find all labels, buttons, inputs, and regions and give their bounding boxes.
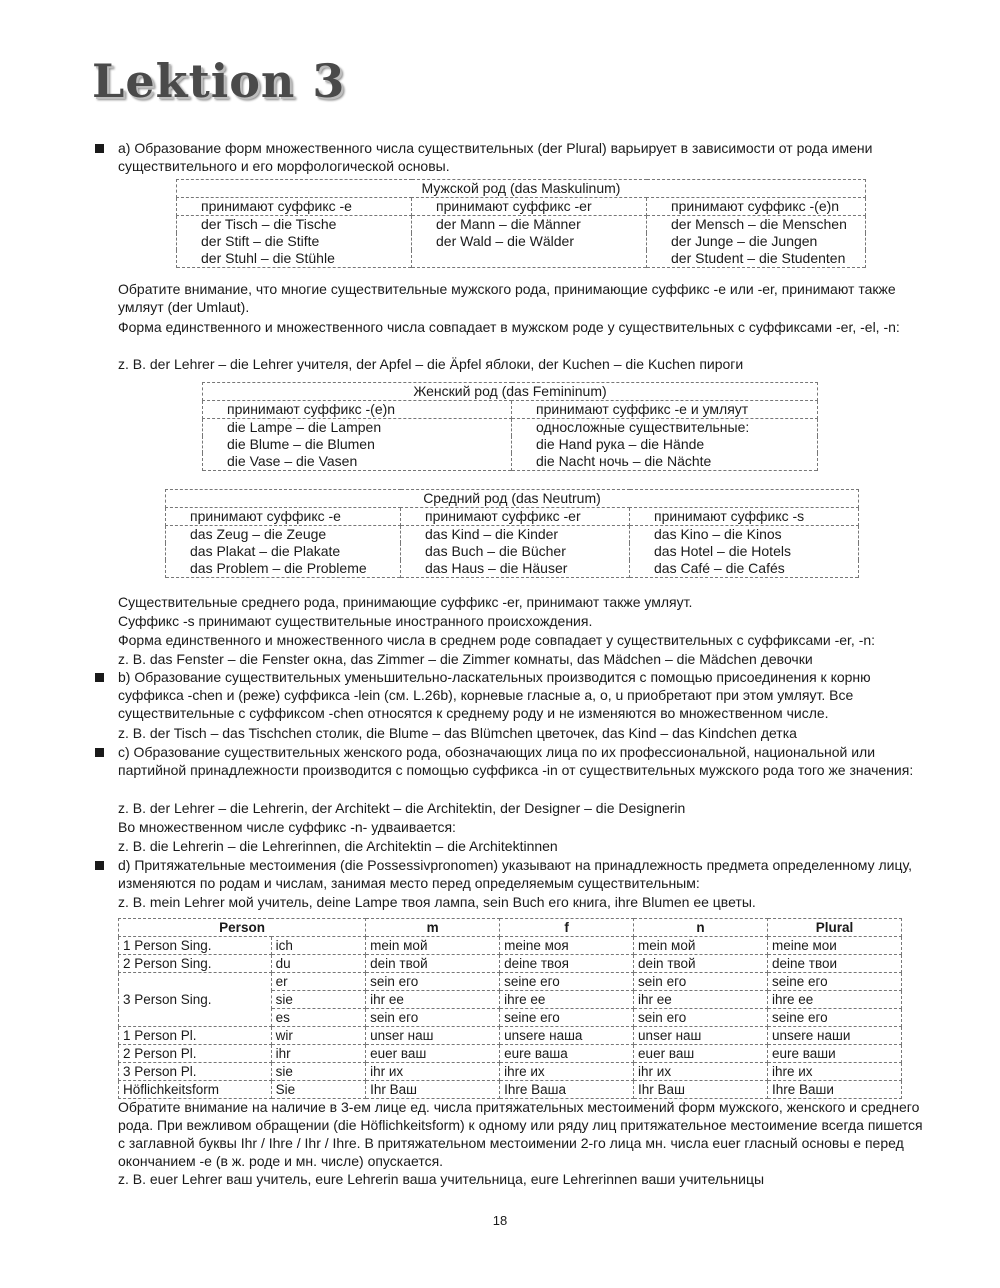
table-cell: unsere наша xyxy=(500,1027,634,1045)
table-cell: meine мои xyxy=(768,937,902,955)
table-cell: eure ваши xyxy=(768,1045,902,1063)
table-row xyxy=(119,1081,902,1099)
table-cell: das Problem – die Probleme xyxy=(166,560,401,578)
table-cell: Ihr Ваш xyxy=(634,1081,768,1099)
table-cell: 3 Person Pl. xyxy=(119,1063,272,1081)
table-cell: das Buch – die Bücher xyxy=(401,543,630,560)
bullet-icon xyxy=(95,748,104,757)
table-header-cell: принимают суффикс -(e)n xyxy=(203,401,512,419)
table-cell: es xyxy=(271,1009,366,1027)
table-cell: ihr ее xyxy=(634,991,768,1009)
neuter-note-same-form: Форма единственного и множественного числа в среднем роде совпадает у существительных с суффиксами -er, -n: xyxy=(118,632,876,648)
table-cell: das Kind – die Kinder xyxy=(401,526,630,544)
table-cell: 1 Person Pl. xyxy=(119,1027,272,1045)
table-cell: das Café – die Cafés xyxy=(630,560,859,578)
feminine-table xyxy=(202,382,818,471)
table-header-cell: m xyxy=(366,919,500,937)
table-header-cell: принимают суффикс -e и умляут xyxy=(512,401,818,419)
section-a-intro: а) Образование форм множественного числа существительных (der Plural) варьирует в зависимости от рода имени существительного и его морфологической основы. xyxy=(118,140,873,174)
table-row xyxy=(119,973,902,991)
table-cell: sie xyxy=(271,1063,366,1081)
table-cell: meine моя xyxy=(500,937,634,955)
table-row xyxy=(119,1045,902,1063)
table-cell: die Blume – die Blumen xyxy=(203,436,512,453)
neuter-example: z. B. das Fenster – die Fenster окна, das Zimmer – die Zimmer комнаты, das Mädchen – die Mädchen девочки xyxy=(118,651,813,667)
table-header-cell: принимают суффикс -(e)n xyxy=(647,198,866,216)
table-cell: 2 Person Sing. xyxy=(119,955,272,973)
table-cell: die Vase – die Vasen xyxy=(203,453,512,471)
table-cell: der Stuhl – die Stühle xyxy=(177,250,412,268)
table-header-cell: Person xyxy=(119,919,366,937)
table-cell: Ihre Ваша xyxy=(500,1081,634,1099)
page-number: 18 xyxy=(492,1213,508,1228)
table-cell: die Nacht ночь – die Nächte xyxy=(512,453,818,471)
masculine-note-same-form: Форма единственного и множественного числа совпадает в мужском роде у существительных с суффиксами -er, -el, -n: xyxy=(118,319,900,335)
table-cell: eure ваша xyxy=(500,1045,634,1063)
neuter-table xyxy=(165,489,859,578)
table-cell: euer ваш xyxy=(634,1045,768,1063)
table-cell: ihre ее xyxy=(768,991,902,1009)
final-example: z. B. euer Lehrer ваш учитель, eure Lehrerin ваша учительница, eure Lehrerinnen ваши учительницы xyxy=(118,1171,765,1187)
table-cell: ihre их xyxy=(768,1063,902,1081)
table-cell: sein его xyxy=(366,1009,500,1027)
table-cell: sein его xyxy=(634,1009,768,1027)
table-row xyxy=(119,1027,902,1045)
neuter-note-umlaut: Существительные среднего рода, принимающие суффикс -er, принимают также умляут. xyxy=(118,594,693,610)
table-cell: mein мой xyxy=(634,937,768,955)
table-cell: wir xyxy=(271,1027,366,1045)
neuter-note-foreign: Суффикс -s принимают существительные иностранного происхождения. xyxy=(118,613,593,629)
section-c-note: Во множественном числе суффикс -n- удваивается: xyxy=(118,819,456,835)
table-cell: ihr xyxy=(271,1045,366,1063)
table-cell: Ihre Ваши xyxy=(768,1081,902,1099)
table-cell: 2 Person Pl. xyxy=(119,1045,272,1063)
table-cell: sein его xyxy=(634,973,768,991)
masculine-table xyxy=(176,179,866,268)
table-cell: Ihr Ваш xyxy=(366,1081,500,1099)
table-cell: das Kino – die Kinos xyxy=(630,526,859,544)
table-cell: der Wald – die Wälder xyxy=(412,233,647,250)
table-cell: er xyxy=(271,973,366,991)
table-cell: dein твой xyxy=(366,955,500,973)
masculine-note-umlaut: Обратите внимание, что многие существительные мужского рода, принимающие суффикс -e или -er, принимают также умляут (der Umlaut). xyxy=(118,281,896,315)
table-cell xyxy=(412,250,647,268)
table-header-cell: принимают суффикс -s xyxy=(630,508,859,526)
table-cell: ihr их xyxy=(366,1063,500,1081)
table-cell: ihr ее xyxy=(366,991,500,1009)
table-cell: der Mann – die Männer xyxy=(412,216,647,234)
table-cell: Höflichkeitsform xyxy=(119,1081,272,1099)
section-c-example-1: z. B. der Lehrer – die Lehrerin, der Architekt – die Architektin, der Designer – die Designerin xyxy=(118,800,686,816)
table-cell: seine его xyxy=(500,973,634,991)
table-row xyxy=(119,937,902,955)
table-cell: unser наш xyxy=(366,1027,500,1045)
table-header-cell: f xyxy=(500,919,634,937)
bullet-icon xyxy=(95,673,104,682)
table-cell: ich xyxy=(271,937,366,955)
table-cell: односложные существительные: xyxy=(512,419,818,437)
table-cell: die Hand рука – die Hände xyxy=(512,436,818,453)
section-c-text: c) Образование существительных женского рода, обозначающих лица по их профессиональной, национальной или партийной принадлежности производится с помощью суффикса -in от существительных мужского рода того же значения: xyxy=(118,744,914,778)
table-cell: dein твой xyxy=(634,955,768,973)
table-cell: ihre их xyxy=(500,1063,634,1081)
table-cell: der Stift – die Stifte xyxy=(177,233,412,250)
table-cell: sein его xyxy=(366,973,500,991)
table-cell: sie xyxy=(271,991,366,1009)
table-cell: der Junge – die Jungen xyxy=(647,233,866,250)
possessive-table xyxy=(118,918,902,1099)
section-d-example: z. B. mein Lehrer мой учитель, deine Lampe твоя лампа, sein Buch его книга, ihre Blumen ее цветы. xyxy=(118,894,756,910)
masculine-example: z. B. der Lehrer – die Lehrer учителя, der Apfel – die Äpfel яблоки, der Kuchen – die Kuchen пироги xyxy=(118,356,744,372)
table-cell: seine его xyxy=(768,973,902,991)
table-row xyxy=(119,1063,902,1081)
table-cell: seine его xyxy=(768,1009,902,1027)
table-cell: seine его xyxy=(500,1009,634,1027)
table-row xyxy=(119,955,902,973)
final-note: Обратите внимание на наличие в 3-ем лице ед. числа притяжательных местоимений форм мужского, женского и среднего рода. При вежливом обращении (die Höflichkeitsform) к одному или ряду лиц притяжательное местоимение всегда пишется с заглавной буквы Ihr / Ihre / Ihr / Ihre. В притяжательном местоимении 2-го лица мн. числа euer гласный основы e перед окончанием -e (в ж. роде и мн. числе) опускается. xyxy=(118,1099,923,1169)
bullet-icon xyxy=(95,861,104,870)
table-cell: deine твоя xyxy=(500,955,634,973)
table-cell: euer ваш xyxy=(366,1045,500,1063)
masculine-header: Мужской род (das Maskulinum) xyxy=(177,180,866,198)
neuter-header: Средний род (das Neutrum) xyxy=(166,490,859,508)
table-cell: mein мой xyxy=(366,937,500,955)
table-cell: das Hotel – die Hotels xyxy=(630,543,859,560)
lesson-title: Lektion 3 xyxy=(92,54,346,108)
table-header-cell: n xyxy=(634,919,768,937)
table-cell: der Mensch – die Menschen xyxy=(647,216,866,234)
table-cell: 1 Person Sing. xyxy=(119,937,272,955)
section-b-example: z. B. der Tisch – das Tischchen столик, die Blume – das Blümchen цветочек, das Kind – das Kindchen детка xyxy=(118,725,797,741)
table-header-cell: принимают суффикс -e xyxy=(177,198,412,216)
table-cell: ihr их xyxy=(634,1063,768,1081)
table-cell: ihre ее xyxy=(500,991,634,1009)
table-cell: die Lampe – die Lampen xyxy=(203,419,512,437)
table-cell: das Zeug – die Zeuge xyxy=(166,526,401,544)
feminine-header: Женский род (das Femininum) xyxy=(203,383,818,401)
table-header-cell: Plural xyxy=(768,919,902,937)
table-cell: unser наш xyxy=(634,1027,768,1045)
section-d-text: d) Притяжательные местоимения (die Possessivpronomen) указывают на принадлежность предмета определенному лицу, изменяются по родам и числам, занимая место перед определяемым существительным: xyxy=(118,857,912,891)
section-b-text: b) Образование существительных уменьшительно-ласкательных производится с помощью присоединения к корню суффикса -chen и (реже) суффикса -lein (см. L.26b), корневые гласные a, o, u приобретают при этом умляут. Все существительные с суффиксом -chen относятся к среднему роду и не изменяются во множественном числе. xyxy=(118,669,871,721)
bullet-icon xyxy=(95,144,104,153)
table-cell: unsere наши xyxy=(768,1027,902,1045)
table-header-cell: принимают суффикс -er xyxy=(401,508,630,526)
table-cell: 3 Person Sing. xyxy=(119,973,272,1027)
table-header-cell: принимают суффикс -er xyxy=(412,198,647,216)
table-header-cell: принимают суффикс -e xyxy=(166,508,401,526)
table-cell: das Plakat – die Plakate xyxy=(166,543,401,560)
table-cell: Sie xyxy=(271,1081,366,1099)
section-c-example-2: z. B. die Lehrerin – die Lehrerinnen, die Architektin – die Architektinnen xyxy=(118,838,558,854)
table-cell: deine твои xyxy=(768,955,902,973)
table-cell: der Student – die Studenten xyxy=(647,250,866,268)
table-cell: das Haus – die Häuser xyxy=(401,560,630,578)
table-cell: der Tisch – die Tische xyxy=(177,216,412,234)
table-cell: du xyxy=(271,955,366,973)
